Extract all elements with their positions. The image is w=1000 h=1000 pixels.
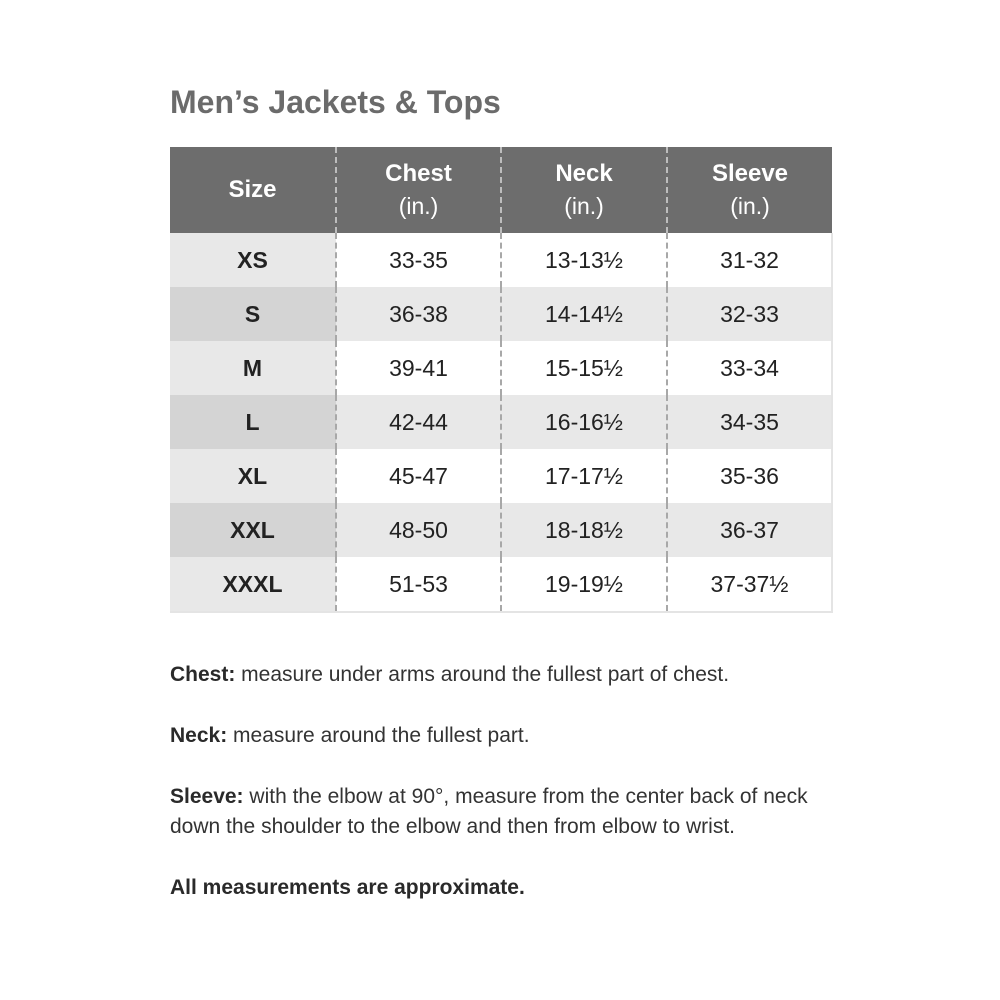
size-cell: L: [170, 395, 336, 449]
neck-cell: 17-17½: [501, 449, 667, 503]
table-row: [170, 503, 832, 557]
chest-cell: 33-35: [336, 233, 501, 287]
table-row: [170, 233, 832, 287]
sleeve-cell: 31-32: [667, 233, 832, 287]
note-label: Neck:: [170, 724, 228, 747]
chest-cell: 48-50: [336, 503, 501, 557]
chest-cell: 39-41: [336, 341, 501, 395]
table-row: [170, 449, 832, 503]
header-label: Sleeve: [711, 160, 789, 187]
chest-cell: 42-44: [336, 395, 501, 449]
note-neck: [170, 721, 850, 751]
neck-cell: 15-15½: [501, 341, 667, 395]
header-label: Chest: [385, 160, 452, 187]
note-text: with the elbow at 90°, measure from the center back of neck down the shoulder to the elbow and then from elbow to wrist.: [170, 785, 808, 838]
neck-cell: 18-18½: [501, 503, 667, 557]
table-header-row: [170, 147, 832, 233]
header-label: Size: [228, 176, 277, 203]
neck-cell: 19-19½: [501, 557, 667, 612]
sleeve-cell: 34-35: [667, 395, 832, 449]
note-chest: [170, 660, 850, 690]
sleeve-cell: 36-37: [667, 503, 832, 557]
size-cell: XL: [170, 449, 336, 503]
header-sleeve: [667, 147, 832, 233]
neck-cell: 16-16½: [501, 395, 667, 449]
header-unit: (in.): [564, 193, 604, 219]
header-unit: (in.): [398, 193, 439, 219]
size-cell: S: [170, 287, 336, 341]
measurement-notes: [170, 660, 850, 934]
header-chest: [336, 147, 501, 233]
table-row: [170, 395, 832, 449]
chest-cell: 36-38: [336, 287, 501, 341]
neck-cell: 14-14½: [501, 287, 667, 341]
note-disclaimer: All measurements are approximate.: [170, 876, 525, 899]
size-cell: XXL: [170, 503, 336, 557]
table-row: [170, 341, 832, 395]
size-cell: XXXL: [170, 557, 336, 612]
sleeve-cell: 33-34: [667, 341, 832, 395]
sleeve-cell: 37-37½: [667, 557, 832, 612]
note-text: measure around the fullest part.: [227, 724, 530, 747]
neck-cell: 13-13½: [501, 233, 667, 287]
header-label: Neck: [555, 160, 613, 187]
size-chart-table: [170, 147, 833, 613]
chest-cell: 51-53: [336, 557, 501, 612]
header-size: [170, 147, 336, 233]
size-cell: XS: [170, 233, 336, 287]
table-row: [170, 287, 832, 341]
header-unit: (in.): [730, 193, 770, 219]
note-text: measure under arms around the fullest part of chest.: [235, 663, 730, 686]
note-label: Chest:: [170, 663, 236, 686]
sleeve-cell: 32-33: [667, 287, 832, 341]
chest-cell: 45-47: [336, 449, 501, 503]
note-sleeve: [170, 782, 850, 842]
sleeve-cell: 35-36: [667, 449, 832, 503]
page-title: Men’s Jackets & Tops: [170, 84, 501, 120]
note-label: Sleeve:: [170, 785, 244, 808]
header-neck: [501, 147, 667, 233]
table-row: [170, 557, 832, 612]
size-cell: M: [170, 341, 336, 395]
